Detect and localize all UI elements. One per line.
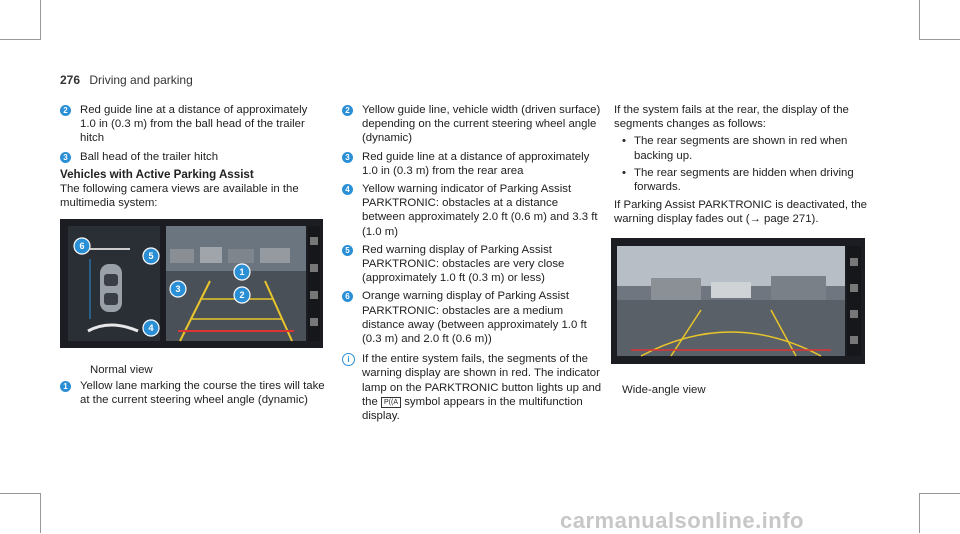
list-item — [342, 243, 602, 286]
callout-number: 5 — [342, 245, 353, 256]
list-item — [60, 379, 325, 407]
column-1 — [60, 103, 325, 216]
callout-number: 2 — [342, 105, 353, 116]
item-text: Red guide line at a distance of approximately 1.0 in (0.3 m) from the ball head of the trailer hitch — [80, 104, 308, 145]
bullet-item: • The rear segments are shown in red when backing up. — [614, 134, 876, 162]
callout-1: 1 — [239, 267, 245, 277]
page-number: 276 — [60, 73, 81, 87]
item-text: Red guide line at a distance of approximately 1.0 in (0.3 m) from the rear area — [362, 150, 590, 177]
item-text: Orange warning display of Parking Assist PARKTRONIC: obstacles are a medium distance away (between approximately 1.0 ft (0.3 m) and 2.0 ft (0.6 m)) — [362, 290, 587, 346]
camera-screen-wide-angle — [611, 238, 865, 364]
info-icon: i — [342, 353, 355, 366]
bullet-item: • The rear segments are hidden when driving forwards. — [614, 166, 876, 194]
callout-6: 6 — [79, 241, 85, 251]
callout-number: 3 — [60, 152, 71, 163]
crop-mark — [0, 39, 40, 40]
crop-mark — [0, 493, 40, 494]
crop-mark — [920, 39, 960, 40]
callout-number: 4 — [342, 184, 353, 195]
list-item — [342, 182, 602, 239]
watermark: carmanualsonline.info — [560, 508, 804, 533]
list-item — [342, 103, 602, 146]
column-1-lower — [60, 363, 325, 412]
column-3 — [614, 103, 876, 233]
deactivated-text: If Parking Assist PARKTRONIC is deactivated, the warning display fades out (→ page 271). — [614, 199, 868, 226]
item-text: Yellow guide line, vehicle width (driven surface) depending on the current steering wheel angle (dynamic) — [362, 104, 601, 145]
crop-mark — [40, 493, 41, 533]
item-text: Yellow lane marking the course the tires will take at the current steering wheel angle (dynamic) — [80, 380, 325, 407]
image-caption: Normal view — [90, 364, 153, 376]
wide-angle-view-image — [611, 238, 865, 364]
callout-number: 1 — [60, 381, 71, 392]
note-text-a: If the entire system fails, the segments of the warning display are shown in red. The indicator lamp on the PARKTRONIC button lights up and the — [362, 353, 602, 408]
crop-mark — [919, 493, 920, 533]
item-text: Yellow warning indicator of Parking Assist PARKTRONIC: obstacles at a distance between approximately 2.0 ft (0.6 m) and 3.3 ft (1.0 m) — [362, 183, 598, 238]
page-header — [60, 73, 193, 87]
list-item — [60, 150, 325, 164]
item-text: Ball head of the trailer hitch — [80, 150, 219, 163]
column-2 — [342, 103, 602, 423]
section-title: Driving and parking — [89, 73, 193, 87]
callout-number: 3 — [342, 152, 353, 163]
crop-mark — [919, 0, 920, 40]
callout-number: 6 — [342, 291, 353, 302]
note-text-b: symbol appears in the multifunction display. — [362, 395, 583, 423]
callout-3: 3 — [175, 284, 181, 294]
normal-view-image — [60, 219, 323, 348]
intro-text: The following camera views are available in the multimedia system: — [60, 183, 299, 210]
list-item — [342, 150, 602, 178]
callout-2: 2 — [239, 290, 245, 300]
parktronic-symbol-icon: P((A — [381, 397, 401, 408]
crop-mark — [920, 493, 960, 494]
list-item — [342, 289, 602, 346]
crop-mark — [40, 0, 41, 40]
section-heading: Vehicles with Active Parking Assist — [60, 167, 254, 181]
callout-number: 2 — [60, 105, 71, 116]
info-note — [342, 352, 602, 423]
camera-screen-normal — [60, 219, 323, 348]
callout-4: 4 — [148, 323, 154, 333]
intro-text: If the system fails at the rear, the display of the segments changes as follows: — [614, 104, 849, 131]
column-3-lower — [622, 383, 862, 403]
callout-5: 5 — [148, 251, 154, 261]
image-caption: Wide-angle view — [622, 384, 706, 396]
item-text: Red warning display of Parking Assist PARKTRONIC: obstacles are very close (approximately 1.0 ft (0.3 m) or less) — [362, 243, 565, 285]
list-item — [60, 103, 325, 146]
